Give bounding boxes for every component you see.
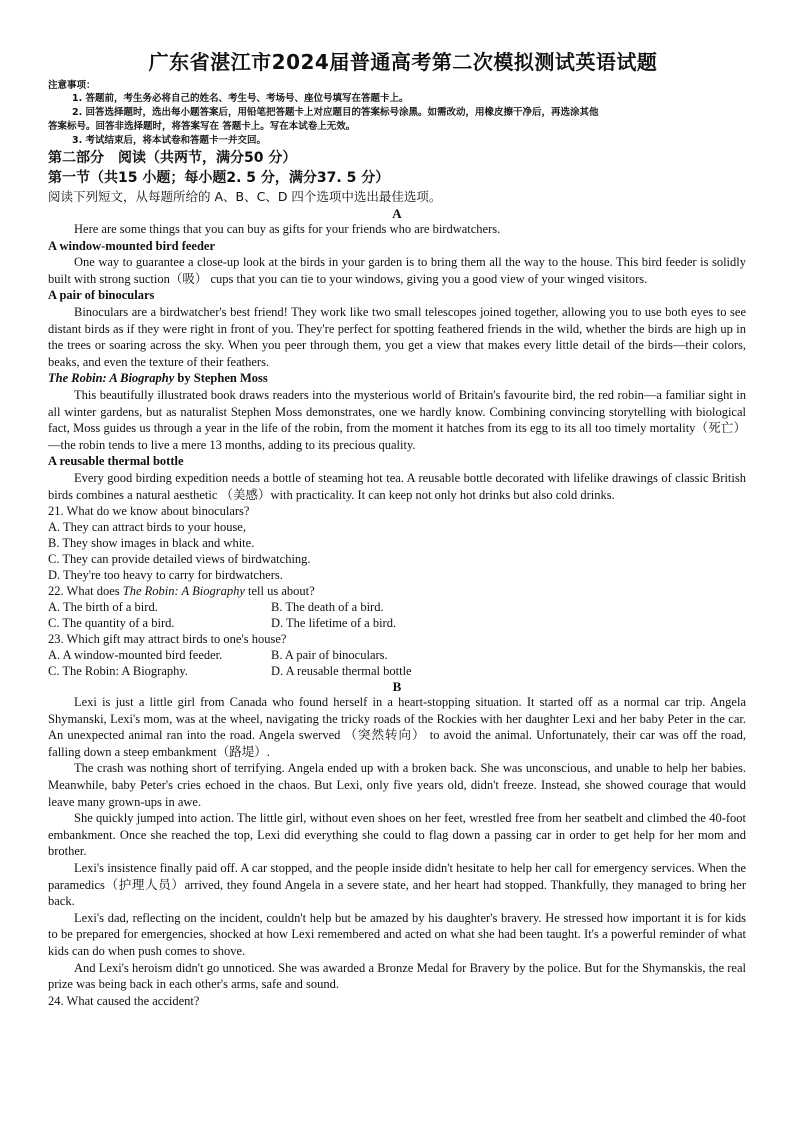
section-heading: 第一节（共15 小题；每小题2. 5 分，满分37. 5 分）: [48, 170, 390, 186]
question-22-options-row-1: [48, 599, 746, 615]
note-item: 2. 回答选择题时，选出每小题答案后，用铅笔把答题卡上对应题目的答案标号涂黑。如需改动，用橡皮擦干净后，再选涂其他: [72, 107, 599, 118]
question-22-options-row-2: [48, 615, 746, 631]
question-22-option-d: D. The lifetime of a bird.: [271, 616, 397, 631]
question-21-option-b: B. They show images in black and white.: [48, 536, 255, 551]
passage-b-paragraph: Lexi's dad, reflecting on the incident, couldn't help but be amazed by his daughter's bravery. He stressed how important it is for kids to be prepared for emergencies, shocked at how Lexi remembered and acted on what she had been taught. It's a powerful reminder of what kids can do when push comes to shove.: [48, 910, 746, 958]
question-23-options-row-1: [48, 647, 746, 663]
question-21-option-c: C. They can provide detailed views of birdwatching.: [48, 552, 311, 567]
book-author: by Stephen Moss: [174, 371, 268, 386]
passage-b-paragraph: Lexi's insistence finally paid off. A car stopped, and the people inside didn't hesitate to help her call for emergency services. When the paramedics（护理人员）arrived, they found Angela in a severe state, and her heart had stopped. Thankfully, they managed to bring her back.: [48, 861, 746, 909]
question-22-option-a: A. The birth of a bird.: [48, 600, 158, 615]
passage-a-label: A: [392, 206, 402, 221]
question-22-stem-pre: 22. What does: [48, 584, 123, 599]
question-21-option-a: A. They can attract birds to your house,: [48, 520, 246, 535]
question-21-option-d: D. They're too heavy to carry for birdwatchers.: [48, 568, 283, 583]
passage-b-paragraph: And Lexi's heroism didn't go unnoticed. She was awarded a Bronze Medal for Bravery by the police. But for the Shymanskis, the real prize was being back in each other's arms, safe and sound.: [48, 960, 746, 992]
book-title: The Robin: A Biography: [48, 371, 175, 386]
item-paragraph-binoculars: Binoculars are a birdwatcher's best friend! They work like two small telescopes joined together, allowing you to use both eyes to see distant birds as if they were right in front of you. They're perfect for spotting feathered friends in the wild, whether the birds are high up in the trees or soaring across the sky. When you peer through them, you get a view that makes every little detail of the birds—their colors, beaks, and even the texture of their feathers.: [48, 304, 746, 369]
note-item: 答案标号。回答非选择题时，将答案写在 答题卡上。写在本试卷上无效。: [48, 121, 356, 132]
item-paragraph-feeder: One way to guarantee a close-up look at the birds in your garden is to bring them all the way to the house. This bird feeder is solidly built with strong suction（吸） cups that you can tie to your windows, giving you a good view of your winged visitors.: [48, 255, 746, 286]
note-item: 1. 答题前，考生务必将自己的姓名、考生号、考场号、座位号填写在答题卡上。: [72, 93, 409, 104]
item-paragraph-book: This beautifully illustrated book draws readers into the mysterious world of Britain's favourite bird, the red robin—a familiar sight in all winter gardens, but as naturalist Stephen Moss demonstrates, one we hardly know. Combining convincing storytelling with biological fact, Moss guides us through a year in the life of the robin, from the moment it hatches from its egg to its all too timely mortality（死亡）—the robin tends to live a mere 13 months, adding to its precious quality.: [48, 387, 746, 452]
question-23-option-d: D. A reusable thermal bottle: [271, 664, 412, 679]
passage-b-paragraph: Lexi is just a little girl from Canada who found herself in a heart-stopping situation. It started off as a normal car trip. Angela Shymanski, Lexi's mom, was at the wheel, navigating the tricky roads of the Rockies with her daughter Lexi and her baby Peter in the car. An unexpected animal ran into the road. Angela swerved （突然转向） to avoid the animal. Unfortunately, their car was off the road, falling down a steep embankment（路堤）.: [48, 695, 746, 759]
passage-b-paragraph: The crash was nothing short of terrifying. Angela ended up with a broken back. She was unconscious, and unable to help her babies. Meanwhile, baby Peter's cries echoed in the chaos. But Lexi, only five years old, didn't freeze. Instead, she showed courage that would leave many grown-ups in awe.: [48, 761, 746, 809]
question-24-stem: 24. What caused the accident?: [48, 993, 200, 1008]
question-22-option-b: B. The death of a bird.: [271, 600, 384, 615]
item-heading-binoculars: A pair of binoculars: [48, 288, 155, 303]
question-23-option-a: A. A window-mounted bird feeder.: [48, 648, 223, 663]
question-22-stem-title: The Robin: A Biography: [122, 584, 245, 599]
item-paragraph-bottle: Every good birding expedition needs a bottle of steaming hot tea. A reusable bottle decorated with lifelike drawings of classic British birds combines a natural aesthetic （美感）with practicality. It can keep not only hot drinks but also cold drinks.: [48, 470, 746, 502]
item-heading-book: [48, 370, 746, 387]
question-22-stem-post: tell us about?: [244, 584, 315, 599]
question-23-options-row-2: [48, 663, 746, 679]
page-title: 广东省湛江市2024届普通高考第二次模拟测试英语试题: [148, 50, 658, 74]
passage-b-paragraph: She quickly jumped into action. The little girl, without even shoes on her feet, wrestled free from her seatbelt and climbed the 40-foot embankment. Once she reached the top, Lexi did everything she could to flag down a passing car in order to get help for her mom and brother.: [48, 811, 746, 859]
item-heading-bottle: A reusable thermal bottle: [48, 454, 184, 469]
passage-b-label: B: [392, 679, 402, 695]
question-23-stem: 23. Which gift may attract birds to one's house?: [48, 632, 287, 647]
question-22-stem: [48, 583, 746, 599]
question-23-option-c: C. The Robin: A Biography.: [48, 664, 188, 679]
question-23-option-b: B. A pair of binoculars.: [271, 648, 388, 663]
part-heading: 第二部分 阅读（共两节，满分50 分）: [48, 150, 297, 166]
question-21-stem: 21. What do we know about binoculars?: [48, 504, 250, 519]
instruction: 阅读下列短文，从每题所给的 A、B、C、D 四个选项中选出最佳选项。: [48, 189, 442, 204]
item-heading-feeder: A window-mounted bird feeder: [48, 238, 216, 253]
exam-page: [48, 46, 746, 1009]
question-22-option-c: C. The quantity of a bird.: [48, 616, 175, 631]
note-item: 3. 考试结束后，将本试卷和答题卡一并交回。: [72, 135, 267, 146]
notes-heading: 注意事项：: [48, 80, 96, 91]
passage-a-intro: Here are some things that you can buy as gifts for your friends who are birdwatchers.: [74, 222, 501, 236]
